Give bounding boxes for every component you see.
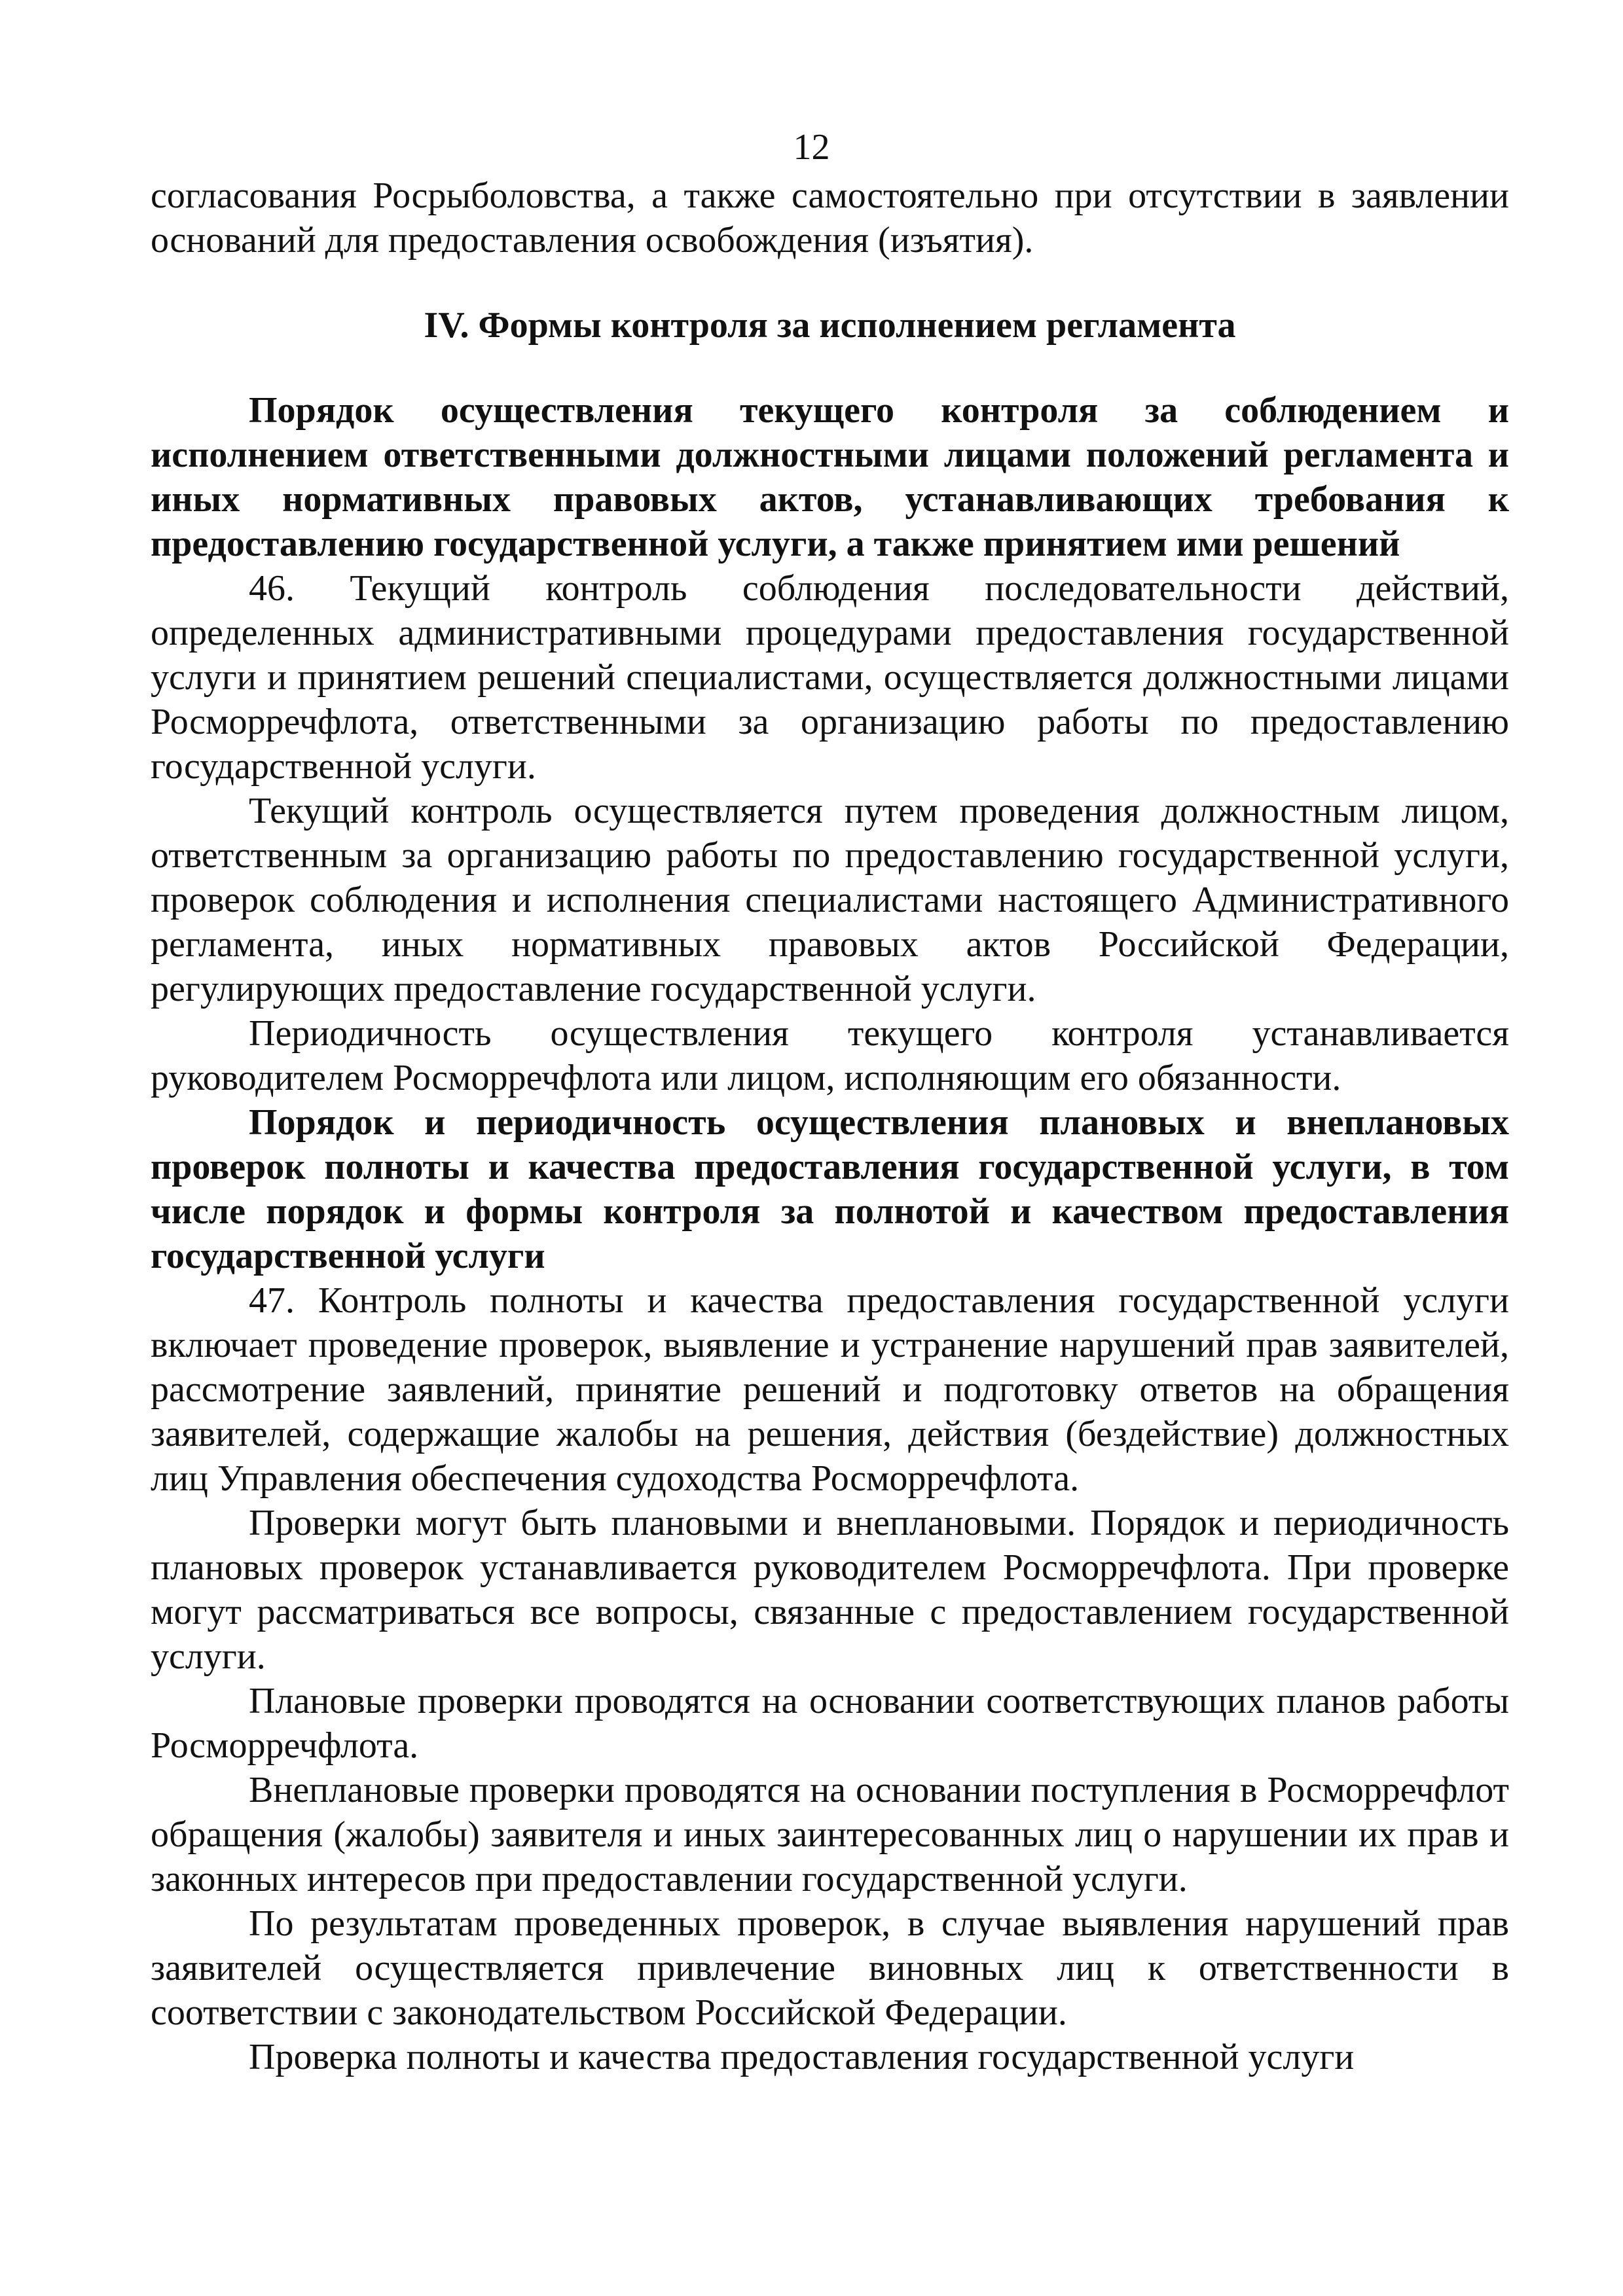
paragraph-46-periodicity: Периодичность осуществления текущего контроля устанавливается руководителем Росморречфлота или лицом, исполняющим его обязанности. xyxy=(151,1013,1509,1098)
paragraph-continuation: согласования Росрыболовства, а также самостоятельно при отсутствии в заявлении оснований для предоставления освобождения (изъятия). xyxy=(151,175,1509,260)
paragraph-47-unplanned: Внеплановые проверки проводятся на основании поступления в Росморречфлот обращения (жалобы) заявителя и иных заинтересованных лиц о нарушении их прав и законных интересов при предоставлении государственной услуги. xyxy=(151,1770,1509,1899)
page-number: 12 xyxy=(793,127,830,168)
document-body xyxy=(151,173,1509,2079)
paragraph-46: 46. Текущий контроль соблюдения последовательности действий, определенных административными процедурами предоставления государственной услуги и принятием решений специалистами, осуществляется должностными лицами Росморречфлота, ответственными за организацию работы по предоставлению государственной услуги. xyxy=(151,568,1509,787)
subheading-current-control: Порядок осуществления текущего контроля за соблюдением и исполнением ответственными должностными лицами положений регламента и иных нормативных правовых актов, устанавливающих требования к предоставлению государственной услуги, а также принятием ими решений xyxy=(151,390,1509,564)
paragraph-47-results: По результатам проведенных проверок, в случае выявления нарушений прав заявителей осуществляется привлечение виновных лиц к ответственности в соответствии с законодательством Российской Федерации. xyxy=(151,1903,1509,2033)
paragraph-46-current-control: Текущий контроль осуществляется путем проведения должностным лицом, ответственным за организацию работы по предоставлению государственной услуги, проверок соблюдения и исполнения специалистами настоящего Административного регламента, иных нормативных правовых актов Российской Федерации, регулирующих предоставление государственной услуги. xyxy=(151,791,1509,1009)
paragraph-47-quality-check: Проверка полноты и качества предоставления государственной услуги xyxy=(249,2037,1355,2077)
section-title: IV. Формы контроля за исполнением регламента xyxy=(424,305,1236,346)
subheading-inspections: Порядок и периодичность осуществления плановых и внеплановых проверок полноты и качества предоставления государственной услуги, в том числе порядок и формы контроля за полнотой и качеством предоставления государственной услуги xyxy=(151,1102,1509,1276)
paragraph-47-planned: Плановые проверки проводятся на основании соответствующих планов работы Росморречфлота. xyxy=(151,1681,1509,1766)
paragraph-47-inspection-types: Проверки могут быть плановыми и внеплановыми. Порядок и периодичность плановых проверок устанавливается руководителем Росморречфлота. При проверке могут рассматриваться все вопросы, связанные с предоставлением государственной услуги. xyxy=(151,1503,1509,1677)
paragraph-47: 47. Контроль полноты и качества предоставления государственной услуги включает проведение проверок, выявление и устранение нарушений прав заявителей, рассмотрение заявлений, принятие решений и подготовку ответов на обращения заявителей, содержащие жалобы на решения, действия (бездействие) должностных лиц Управления обеспечения судоходства Росморречфлота. xyxy=(151,1280,1509,1499)
